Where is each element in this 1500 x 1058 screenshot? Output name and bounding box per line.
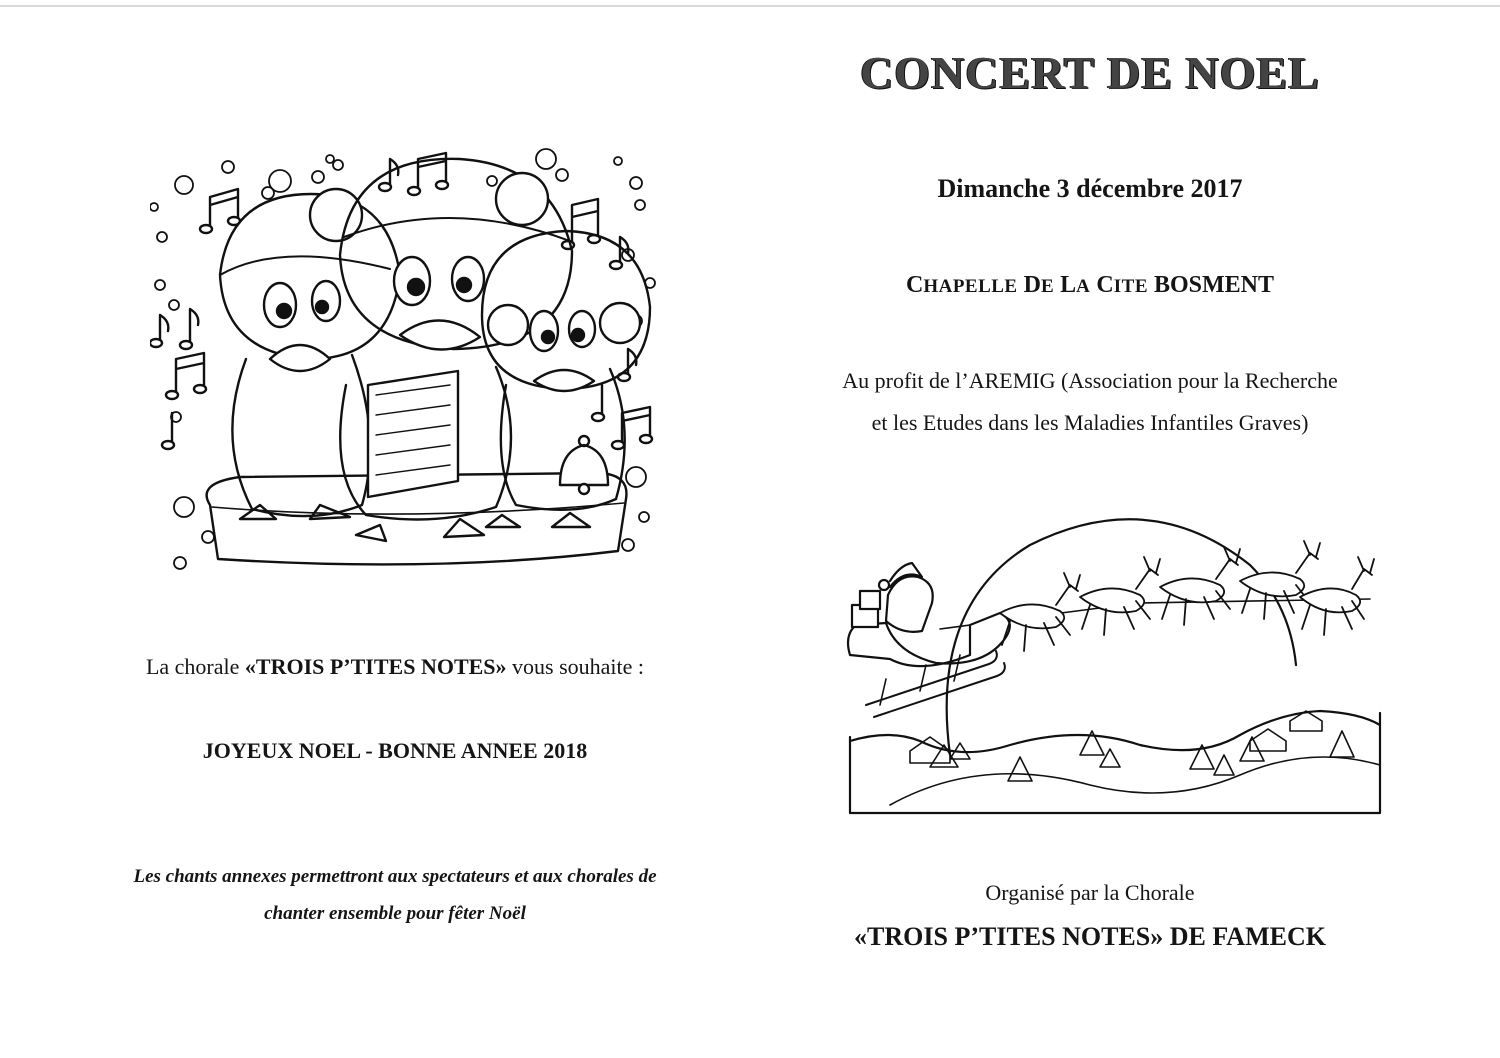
venue-word-2: DE bbox=[1023, 272, 1055, 298]
benefit-line-2: et les Etudes dans les Maladies Infantiles Graves) bbox=[871, 410, 1309, 435]
songs-note-line-2: chanter ensemble pour fêter Noël bbox=[264, 903, 526, 924]
concert-date: Dimanche 3 décembre 2017 bbox=[937, 174, 1243, 203]
venue-word-1: CHAPELLE bbox=[905, 272, 1018, 298]
organised-by: Organisé par la Chorale bbox=[985, 880, 1195, 905]
penguin-choir-illustration bbox=[150, 145, 670, 585]
venue-word-4: CITE bbox=[1096, 272, 1148, 298]
venue-name: BOSMENT bbox=[1154, 272, 1275, 298]
choir-name: «TROIS P’TITES NOTES» DE FAMECK bbox=[854, 922, 1326, 951]
songs-note-line-1: Les chants annexes permettront aux spectateurs et aux chorales de bbox=[133, 866, 657, 887]
benefit-line-1: Au profit de l’AREMIG (Association pour la Recherche bbox=[842, 368, 1338, 393]
reindeer-team bbox=[1000, 541, 1374, 651]
santa-sleigh bbox=[848, 563, 1010, 717]
concert-venue bbox=[740, 272, 1440, 299]
bell-icon bbox=[560, 436, 608, 494]
greeting-choir-name: «TROIS P’TITES NOTES» bbox=[244, 654, 507, 679]
greeting-suffix: vous souhaite : bbox=[506, 654, 645, 679]
concert-title: CONCERT DE NOEL bbox=[860, 47, 1320, 98]
venue-word-3: LA bbox=[1060, 272, 1091, 298]
season-wishes: JOYEUX NOEL - BONNE ANNEE 2018 bbox=[202, 738, 588, 763]
greeting-line bbox=[50, 654, 740, 680]
santa-sleigh-illustration bbox=[830, 505, 1390, 825]
snowy-landscape bbox=[850, 711, 1380, 813]
greeting-prefix: La chorale bbox=[145, 654, 245, 679]
scan-edge-line bbox=[0, 5, 1500, 7]
